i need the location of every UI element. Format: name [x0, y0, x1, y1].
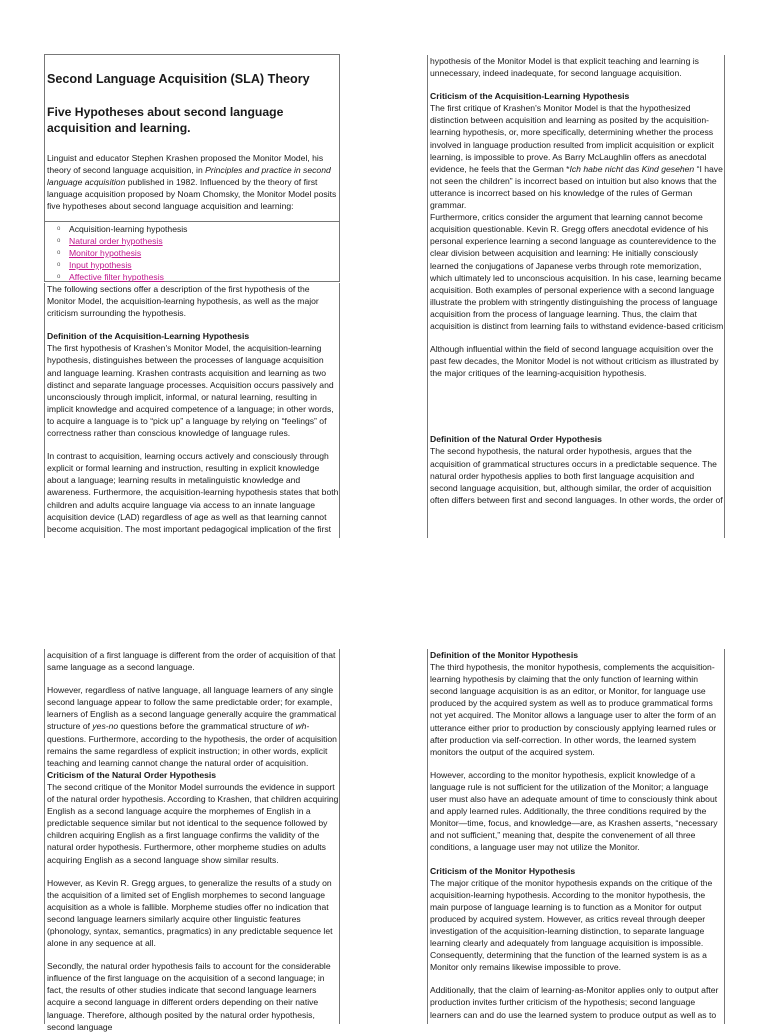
paragraph: The second hypothesis, the natural order hypothesis, argues that the acquisition of grammatical structures occurs in a predictable sequence. The natural order hypothesis applies to both first language acquisition and second language acquisition, but, although similar, the order of acquisition often differs between first and second languages. In other words, the order of [430, 446, 723, 505]
section-heading: Criticism of the Natural Order Hypothesis [47, 769, 217, 780]
list-item: o Acquisition-learning hypothesis [61, 223, 339, 235]
bottom-right-column [427, 649, 725, 1024]
right-column [427, 55, 725, 538]
title-block [44, 54, 340, 222]
paragraph: hypothesis of the Monitor Model is that explicit teaching and learning is unnecessary, indeed inadequate, for second language acquisition. [430, 56, 699, 79]
intro-paragraph: Linguist and educator Stephen Krashen proposed the Monitor Model, his theory of second language acquisition, in Principles and practice in second language acquisition published in 1982. Influenced by the theory of first language acquisition proposed by Noam Chomsky, the Monitor Model posits five hypotheses about second language acquisition and learning: [47, 153, 337, 212]
paragraph: However, as Kevin R. Gregg argues, to generalize the results of a study on the acquisition of a limited set of English morphemes to second language acquisition as a whole is fallible. Morpheme studies offer no indication that second language learners similarly acquire other linguistic features (phonology, syntax, semantics, pragmatics) in any predictable sequence let alone in any sequence at all. [47, 877, 333, 949]
paragraph: However, regardless of native language, all language learners of any single second language appear to follow the same predictable order; for example, learners of English as a second language generally acquire the grammatical structure of yes-no questions before the grammatical structure of wh- questions. Furthermore, according to the hypothesis, the order of acquisition remains the same regardless of explicit instruction; in other words, explicit teaching and learning cannot change the natural order of acquisition. [47, 685, 337, 768]
paragraph: acquisition of a first language is different from the order of acquisition of that same language as a second language. [47, 650, 336, 673]
left-column [44, 283, 340, 538]
hypotheses-list [44, 221, 340, 282]
paragraph: Although influential within the field of second language acquisition over the past few decades, the Monitor Model is not without criticism as illustrated by the major critiques of the learning-acquisition hypothesis. [430, 344, 719, 379]
paragraph: The second critique of the Monitor Model surrounds the evidence in support of the natural order hypothesis. According to Krashen, that children acquiring English as a second language acquire the morphemes of English in a predictable sequence similar but not identical to the sequence followed by children acquiring English as a first language confirms the validity of the natural order hypothesis. Furthermore, other morpheme studies on adults acquiring English as a second language show similar results. [47, 781, 339, 865]
paragraph: The first critique of Krashen's Monitor Model is that the hypothesized distinction between acquisition and learning as posited by the acquisition-learning hypothesis, or, more specifically, determining whether the process involved in language production resulted from implicit acquisition or explicit learning, is impossible to prove. As Barry McLaughlin offers as anecdotal evidence, he feels that the German *Ich habe nicht das Kind gesehen “I have not seen the children” is incorrect based on intuition but also knows that the utterance is incorrect based on his knowledge of the rules of German grammar. [430, 103, 723, 211]
affective-filter-link[interactable]: o Affective filter hypothesis [61, 271, 339, 283]
paragraph: However, according to the monitor hypothesis, explicit knowledge of a language rule is not sufficient for the utilization of the Monitor; a language user must also have an adequate amount of time to consciously think about and apply learned rules. Additionally, the three conditions required by the Monitor—time, focus, and knowledge—are, as Krashen asserts, “necessary and not sufficient,” meaning that, despite the convenement of all three conditions, a language user may not utilize the Monitor. [430, 769, 718, 853]
bottom-left-column [44, 649, 340, 1032]
paragraph: Furthermore, critics consider the argument that learning cannot become acquisition questionable. Kevin R. Gregg offers anecdotal evidence of his personal experience learning a second language as counterevidence to the clear division between acquisition and learning: He initially consciously learned the conjugations of Japanese verbs through rote memorization, which ultimately led to unconscious acquisition. In his case, learning became acquisition. Both examples of personal experience with a second language illustrate the problem with stringently distinguishing the process of language acquisition from the process of language learning. Thus, the claim that acquisition is distinct from learning fails to withstand evidence-based criticism [430, 212, 724, 331]
paragraph: Secondly, the natural order hypothesis fails to account for the considerable influence of the first language on the acquisition of a second language; in fact, the results of other studies indicate that second language learners acquire a second language in different orders depending on their native language. Therefore, although posited by the natural order hypothesis, second language [47, 961, 331, 1032]
section-heading: Definition of the Monitor Hypothesis [430, 650, 578, 660]
document-title: Second Language Acquisition (SLA) Theory [47, 72, 310, 86]
paragraph: The following sections offer a description of the first hypothesis of the Monitor Model, the acquisition-learning hypothesis, as well as the major criticism surrounding the hypothesis. [47, 284, 319, 319]
input-link[interactable]: o Input hypothesis [61, 259, 339, 271]
paragraph: In contrast to acquisition, learning occurs actively and consciously through explicit or formal learning and instruction, resulting in explicit knowledge about a language; learning results in metalinguistic knowledge and awareness. Furthermore, the acquisition-learning hypothesis states that both children and adults acquire language via access to an innate language acquisition device (LAD) regardless of age as well as that learning cannot become acquisition. The most important pedagogical implication of the first [47, 451, 339, 534]
paragraph: The first hypothesis of Krashen's Monitor Model, the acquisition-learning hypothesis, distinguishes between the processes of language acquisition and language learning. Krashen contrasts acquisition and learning as two distinct and separate language processes. Acquisition occurs passively and unconsciously through implicit, informal, or natural learning, resulting in implicit knowledge and acquired competence of a language; in other words, to acquire a language is to “pick up” a language by relying on “feelings” of correctness rather than conscious knowledge of language rules. [47, 343, 334, 439]
paragraph: Additionally, that the claim of learning-as-Monitor applies only to output after production invites further criticism of the hypothesis; second language learners can and do use the learned system to produce output as well as to [430, 985, 719, 1020]
section-heading: Criticism of the Acquisition-Learning Hypothesis [430, 91, 630, 102]
section-heading: Criticism of the Monitor Hypothesis [430, 865, 576, 876]
paragraph: The third hypothesis, the monitor hypothesis, complements the acquisition-learning hypothesis by claiming that the only function of learning within second language acquisition is as an editor, or Monitor, for language use produced by the acquired system as well as to produce grammatical forms not yet acquired. The Monitor allows a language user to alter the form of an utterance either prior to production by consciously applying learned rules or after production via self-correction. In other words, the learned system monitors the output of the acquired system. [430, 662, 717, 757]
document-subtitle: Five Hypotheses about second language acquisition and learning. [47, 105, 284, 135]
monitor-link[interactable]: o Monitor hypothesis [61, 247, 339, 259]
book-title: Principles and practice in second language acquisition [47, 165, 331, 188]
section-heading: Definition of the Acquisition-Learning Hypothesis [47, 331, 250, 342]
german-phrase: Ich habe nicht das Kind gesehen [569, 163, 695, 174]
paragraph: The major critique of the monitor hypothesis expands on the critique of the acquisition-learning hypothesis. According to the monitor hypothesis, the main purpose of language learning is to function as a Monitor for output produced by acquired system. However, as critics reveal through deeper investigation of the acquisition-learning distinction, to separate language learning clearly and adequately from language acquisition is impossible. Consequently, determining that the function of the learned system is as a Monitor only remains likewise impossible to prove. [430, 877, 713, 973]
section-heading: Definition of the Natural Order Hypothesis [430, 434, 602, 445]
natural-order-link[interactable]: o Natural order hypothesis [61, 235, 339, 247]
